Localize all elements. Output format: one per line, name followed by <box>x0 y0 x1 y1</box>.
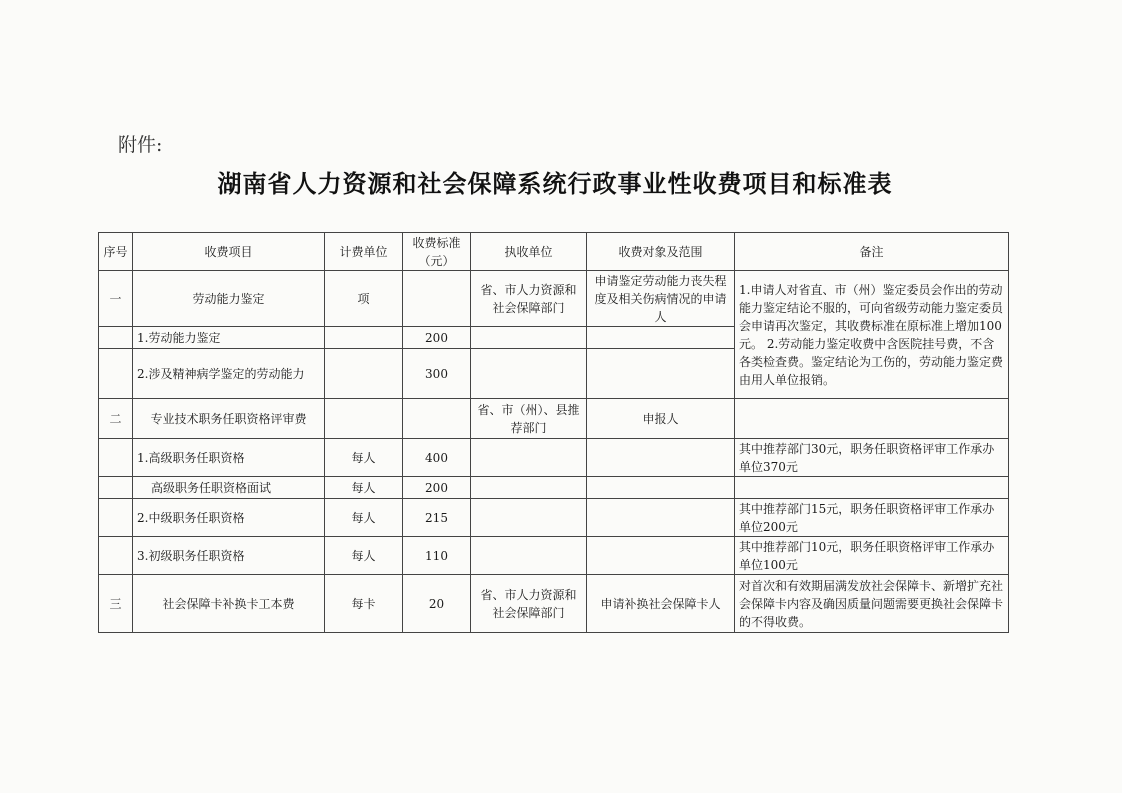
table-row <box>99 575 1009 633</box>
row-note <box>735 399 1009 439</box>
row-scope: 申请补换社会保障卡人 <box>587 575 735 633</box>
row-seq <box>99 349 133 399</box>
row-collector: 省、市人力资源和社会保障部门 <box>471 271 587 327</box>
header-collector: 执收单位 <box>471 233 587 271</box>
row-seq <box>99 327 133 349</box>
row-unit: 每卡 <box>325 575 403 633</box>
row-std: 200 <box>403 327 471 349</box>
row-std: 215 <box>403 499 471 537</box>
row-item: 社会保障卡补换卡工本费 <box>133 575 325 633</box>
row-seq: 二 <box>99 399 133 439</box>
row-collector <box>471 439 587 477</box>
row-note: 对首次和有效期届满发放社会保障卡、新增扩充社会保障卡内容及确因质量问题需要更换社会保障卡的不得收费。 <box>735 575 1009 633</box>
row-collector: 省、市（州）、县推荐部门 <box>471 399 587 439</box>
row-item: 1.劳动能力鉴定 <box>133 327 325 349</box>
row-collector <box>471 327 587 349</box>
row-std: 110 <box>403 537 471 575</box>
row-seq <box>99 537 133 575</box>
row-note: 其中推荐部门30元，职务任职资格评审工作承办单位370元 <box>735 439 1009 477</box>
row-scope <box>587 477 735 499</box>
header-std: 收费标准（元） <box>403 233 471 271</box>
table-row <box>99 439 1009 477</box>
document-title: 湖南省人力资源和社会保障系统行政事业性收费项目和标准表 <box>217 170 893 198</box>
table-row <box>99 499 1009 537</box>
row-collector <box>471 499 587 537</box>
table-row <box>99 271 1009 327</box>
header-unit: 计费单位 <box>325 233 403 271</box>
row-std: 300 <box>403 349 471 399</box>
row-collector: 省、市人力资源和社会保障部门 <box>471 575 587 633</box>
row-seq <box>99 499 133 537</box>
row-std <box>403 271 471 327</box>
row-note: 其中推荐部门15元，职务任职资格评审工作承办单位200元 <box>735 499 1009 537</box>
row-item: 高级职务任职资格面试 <box>133 477 325 499</box>
row-seq <box>99 439 133 477</box>
row-std: 400 <box>403 439 471 477</box>
row-scope: 申请鉴定劳动能力丧失程度及相关伤病情况的申请人 <box>587 271 735 327</box>
row-seq <box>99 477 133 499</box>
row-scope <box>587 499 735 537</box>
table-row <box>99 399 1009 439</box>
row-note <box>735 477 1009 499</box>
row-unit <box>325 399 403 439</box>
row-collector <box>471 349 587 399</box>
attachment-label: 附件: <box>118 134 163 156</box>
row-unit: 每人 <box>325 537 403 575</box>
row-note: 其中推荐部门10元，职务任职资格评审工作承办单位100元 <box>735 537 1009 575</box>
row-item: 3.初级职务任职资格 <box>133 537 325 575</box>
table-row <box>99 477 1009 499</box>
row-unit <box>325 349 403 399</box>
row-std: 200 <box>403 477 471 499</box>
row-seq: 三 <box>99 575 133 633</box>
row-scope <box>587 349 735 399</box>
row-item: 2.涉及精神病学鉴定的劳动能力 <box>133 349 325 399</box>
fee-table <box>98 232 1009 633</box>
row-item: 专业技术职务任职资格评审费 <box>133 399 325 439</box>
row-item: 2.中级职务任职资格 <box>133 499 325 537</box>
row-note: 1.申请人对省直、市（州）鉴定委员会作出的劳动能力鉴定结论不服的，可向省级劳动能力鉴定委员会申请再次鉴定，其收费标准在原标准上增加100元。 2.劳动能力鉴定收费中含医院挂号费，不含各类检查费。鉴定结论为工伤的，劳动能力鉴定费由用人单位报销。 <box>735 271 1009 399</box>
row-unit: 项 <box>325 271 403 327</box>
header-item: 收费项目 <box>133 233 325 271</box>
row-item: 劳动能力鉴定 <box>133 271 325 327</box>
row-std: 20 <box>403 575 471 633</box>
header-seq: 序号 <box>99 233 133 271</box>
row-seq: 一 <box>99 271 133 327</box>
row-scope: 申报人 <box>587 399 735 439</box>
row-scope <box>587 439 735 477</box>
header-scope: 收费对象及范围 <box>587 233 735 271</box>
row-unit: 每人 <box>325 499 403 537</box>
row-collector <box>471 537 587 575</box>
table-row <box>99 537 1009 575</box>
row-unit <box>325 327 403 349</box>
row-scope <box>587 537 735 575</box>
header-note: 备注 <box>735 233 1009 271</box>
row-scope <box>587 327 735 349</box>
row-unit: 每人 <box>325 439 403 477</box>
header-row <box>99 233 1009 271</box>
row-unit: 每人 <box>325 477 403 499</box>
row-collector <box>471 477 587 499</box>
row-item: 1.高级职务任职资格 <box>133 439 325 477</box>
row-std <box>403 399 471 439</box>
